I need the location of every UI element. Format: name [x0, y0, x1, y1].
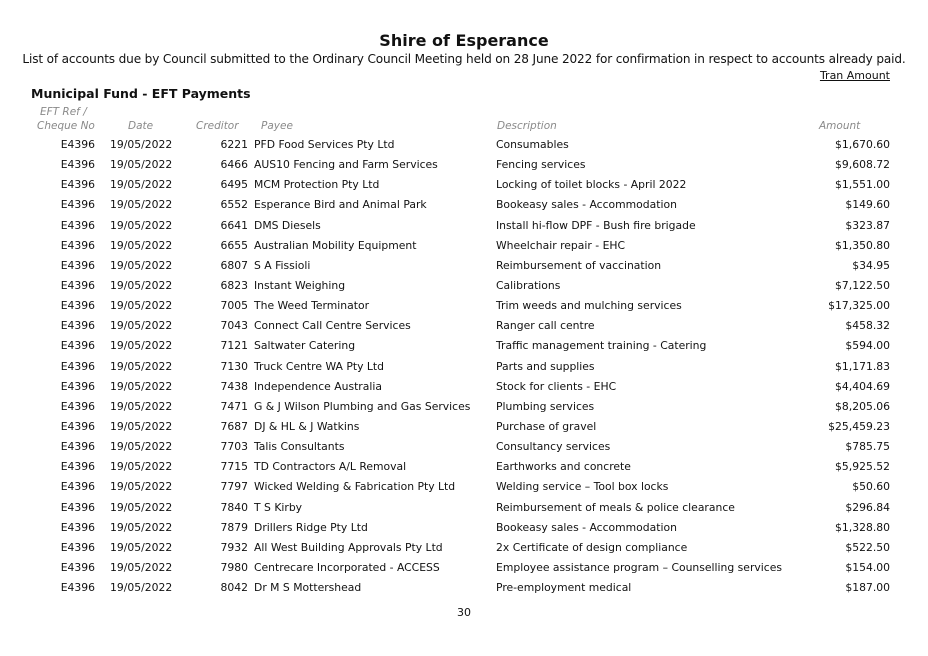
- payee-cell: Instant Weighing: [254, 278, 346, 292]
- eft-ref-cell: E4396: [60, 419, 95, 433]
- description-cell: Bookeasy sales - Accommodation: [496, 520, 677, 534]
- date-cell: 19/05/2022: [110, 440, 173, 454]
- payee-cell: Independence Australia: [254, 379, 382, 393]
- payee-cell: T S Kirby: [254, 500, 303, 514]
- creditor-cell: 6655: [220, 238, 248, 252]
- amount-cell: $785.75: [845, 440, 890, 454]
- payee-cell: S A Fissioli: [254, 258, 311, 272]
- table-row: [0, 196, 928, 216]
- payee-cell: Saltwater Catering: [254, 339, 356, 353]
- payee-cell: The Weed Terminator: [254, 299, 370, 313]
- date-cell: 19/05/2022: [110, 319, 173, 333]
- column-header-description: Description: [497, 120, 557, 132]
- table-row: [0, 579, 928, 599]
- eft-ref-cell: E4396: [60, 158, 95, 172]
- amount-cell: $323.87: [845, 218, 890, 232]
- eft-ref-cell: E4396: [60, 520, 95, 534]
- date-cell: 19/05/2022: [110, 480, 173, 494]
- creditor-cell: 7797: [220, 480, 248, 494]
- description-cell: Wheelchair repair - EHC: [496, 238, 626, 252]
- date-cell: 19/05/2022: [110, 500, 173, 514]
- description-cell: Employee assistance program – Counselling services: [496, 560, 782, 574]
- creditor-cell: 7879: [220, 520, 248, 534]
- table-row: [0, 297, 928, 317]
- date-cell: 19/05/2022: [110, 540, 173, 554]
- column-header-amount: Amount: [819, 120, 861, 132]
- eft-ref-cell: E4396: [60, 480, 95, 494]
- description-cell: Ranger call centre: [496, 319, 595, 333]
- table-row: [0, 277, 928, 297]
- table-row: [0, 217, 928, 237]
- payee-cell: TD Contractors A/L Removal: [254, 460, 407, 474]
- table-row: [0, 398, 928, 418]
- table-row: [0, 478, 928, 498]
- eft-ref-cell: E4396: [60, 258, 95, 272]
- description-cell: Purchase of gravel: [496, 419, 597, 433]
- table-row: [0, 559, 928, 579]
- amount-cell: $1,171.83: [835, 359, 890, 373]
- date-cell: 19/05/2022: [110, 238, 173, 252]
- table-row: [0, 499, 928, 519]
- creditor-cell: 7121: [220, 339, 248, 353]
- column-header-ref-line1: EFT Ref /: [40, 106, 87, 118]
- creditor-cell: 7703: [220, 440, 248, 454]
- creditor-cell: 7715: [220, 460, 248, 474]
- payee-cell: DJ & HL & J Watkins: [254, 419, 360, 433]
- description-cell: Trim weeds and mulching services: [496, 299, 682, 313]
- column-header-ref-line2: Cheque No: [37, 120, 95, 132]
- amount-cell: $149.60: [845, 198, 890, 212]
- creditor-cell: 8042: [220, 581, 248, 595]
- amount-cell: $296.84: [845, 500, 890, 514]
- eft-ref-cell: E4396: [60, 359, 95, 373]
- amount-cell: $1,350.80: [835, 238, 890, 252]
- payee-cell: DMS Diesels: [254, 218, 321, 232]
- payee-cell: Connect Call Centre Services: [254, 319, 411, 333]
- amount-cell: $187.00: [845, 581, 890, 595]
- amount-cell: $8,205.06: [835, 399, 890, 413]
- amount-cell: $34.95: [852, 258, 890, 272]
- eft-ref-cell: E4396: [60, 178, 95, 192]
- date-cell: 19/05/2022: [110, 379, 173, 393]
- amount-cell: $9,608.72: [835, 158, 890, 172]
- eft-ref-cell: E4396: [60, 540, 95, 554]
- date-cell: 19/05/2022: [110, 178, 173, 192]
- amount-cell: $4,404.69: [835, 379, 890, 393]
- column-header-date: Date: [128, 120, 154, 132]
- payee-cell: PFD Food Services Pty Ltd: [254, 138, 395, 151]
- eft-ref-cell: E4396: [60, 319, 95, 333]
- creditor-cell: 7005: [220, 299, 248, 313]
- payee-cell: Esperance Bird and Animal Park: [254, 198, 427, 212]
- description-cell: Stock for clients - EHC: [496, 379, 617, 393]
- creditor-cell: 7840: [220, 500, 248, 514]
- creditor-cell: 7043: [220, 319, 248, 333]
- description-cell: Earthworks and concrete: [496, 460, 631, 474]
- document-subtitle: List of accounts due by Council submitted to the Ordinary Council Meeting held on 28 June 2022 for confirmation in respect to accounts already paid.: [22, 52, 906, 66]
- table-row: [0, 257, 928, 277]
- amount-cell: $154.00: [845, 560, 890, 574]
- date-cell: 19/05/2022: [110, 278, 173, 292]
- eft-ref-cell: E4396: [60, 238, 95, 252]
- amount-cell: $50.60: [852, 480, 890, 494]
- payee-cell: Wicked Welding & Fabrication Pty Ltd: [254, 480, 456, 494]
- creditor-cell: 6221: [220, 138, 248, 151]
- eft-ref-cell: E4396: [60, 339, 95, 353]
- payee-cell: All West Building Approvals Pty Ltd: [254, 540, 443, 554]
- payee-cell: G & J Wilson Plumbing and Gas Services: [254, 399, 471, 413]
- amount-cell: $594.00: [845, 339, 890, 353]
- amount-cell: $5,925.52: [835, 460, 890, 474]
- column-header-payee: Payee: [261, 120, 293, 132]
- creditor-cell: 7471: [220, 399, 248, 413]
- eft-ref-cell: E4396: [60, 399, 95, 413]
- payments-table: [0, 136, 928, 599]
- eft-ref-cell: E4396: [60, 379, 95, 393]
- eft-ref-cell: E4396: [60, 581, 95, 595]
- table-row: [0, 519, 928, 539]
- table-row: [0, 438, 928, 458]
- description-cell: Fencing services: [496, 158, 586, 172]
- amount-cell: $1,328.80: [835, 520, 890, 534]
- date-cell: 19/05/2022: [110, 399, 173, 413]
- table-row: [0, 156, 928, 176]
- amount-cell: $7,122.50: [835, 278, 890, 292]
- date-cell: 19/05/2022: [110, 158, 173, 172]
- description-cell: Bookeasy sales - Accommodation: [496, 198, 677, 212]
- column-header-creditor: Creditor: [196, 120, 239, 132]
- date-cell: 19/05/2022: [110, 339, 173, 353]
- payee-cell: Drillers Ridge Pty Ltd: [254, 520, 368, 534]
- description-cell: Calibrations: [496, 278, 561, 292]
- table-row: [0, 378, 928, 398]
- amount-cell: $25,459.23: [828, 419, 890, 433]
- amount-cell: $458.32: [845, 319, 890, 333]
- date-cell: 19/05/2022: [110, 258, 173, 272]
- description-cell: Locking of toilet blocks - April 2022: [496, 178, 687, 192]
- eft-ref-cell: E4396: [60, 560, 95, 574]
- creditor-cell: 7687: [220, 419, 248, 433]
- date-cell: 19/05/2022: [110, 419, 173, 433]
- payee-cell: Centrecare Incorporated - ACCESS: [254, 560, 440, 574]
- table-row: [0, 358, 928, 378]
- description-cell: 2x Certificate of design compliance: [496, 540, 688, 554]
- tran-amount-label: Tran Amount: [819, 69, 890, 82]
- table-row: [0, 176, 928, 196]
- description-cell: Plumbing services: [496, 399, 595, 413]
- date-cell: 19/05/2022: [110, 138, 173, 151]
- creditor-cell: 7980: [220, 560, 248, 574]
- creditor-cell: 7130: [220, 359, 248, 373]
- table-row: [0, 458, 928, 478]
- creditor-cell: 6495: [220, 178, 248, 192]
- amount-cell: $1,551.00: [835, 178, 890, 192]
- amount-cell: $17,325.00: [828, 299, 890, 313]
- creditor-cell: 6823: [220, 278, 248, 292]
- description-cell: Pre-employment medical: [496, 581, 632, 595]
- payee-cell: Dr M S Mottershead: [254, 581, 362, 595]
- table-row: [0, 136, 928, 156]
- description-cell: Consultancy services: [496, 440, 611, 454]
- creditor-cell: 7932: [220, 540, 248, 554]
- payee-cell: Truck Centre WA Pty Ltd: [254, 359, 385, 373]
- eft-ref-cell: E4396: [60, 460, 95, 474]
- eft-ref-cell: E4396: [60, 440, 95, 454]
- description-cell: Parts and supplies: [496, 359, 595, 373]
- table-row: [0, 418, 928, 438]
- eft-ref-cell: E4396: [60, 198, 95, 212]
- creditor-cell: 6807: [220, 258, 248, 272]
- date-cell: 19/05/2022: [110, 299, 173, 313]
- date-cell: 19/05/2022: [110, 581, 173, 595]
- table-row: [0, 317, 928, 337]
- payee-cell: AUS10 Fencing and Farm Services: [254, 158, 438, 172]
- eft-ref-cell: E4396: [60, 299, 95, 313]
- page-number: 30: [457, 606, 471, 619]
- date-cell: 19/05/2022: [110, 520, 173, 534]
- eft-ref-cell: E4396: [60, 278, 95, 292]
- table-row: [0, 539, 928, 559]
- date-cell: 19/05/2022: [110, 218, 173, 232]
- payee-cell: Australian Mobility Equipment: [254, 238, 417, 252]
- creditor-cell: 6552: [220, 198, 248, 212]
- amount-cell: $1,670.60: [835, 138, 890, 151]
- creditor-cell: 7438: [220, 379, 248, 393]
- date-cell: 19/05/2022: [110, 560, 173, 574]
- table-row: [0, 337, 928, 357]
- eft-ref-cell: E4396: [60, 138, 95, 151]
- description-cell: Reimbursement of meals & police clearance: [496, 500, 735, 514]
- table-row: [0, 237, 928, 257]
- date-cell: 19/05/2022: [110, 198, 173, 212]
- description-cell: Consumables: [496, 138, 569, 151]
- description-cell: Install hi-flow DPF - Bush fire brigade: [496, 218, 696, 232]
- creditor-cell: 6641: [220, 218, 248, 232]
- description-cell: Welding service – Tool box locks: [496, 480, 669, 494]
- document-title: Shire of Esperance: [379, 31, 549, 50]
- description-cell: Reimbursement of vaccination: [496, 258, 662, 272]
- section-title: Municipal Fund - EFT Payments: [31, 86, 251, 101]
- amount-cell: $522.50: [845, 540, 890, 554]
- payee-cell: Talis Consultants: [254, 440, 345, 454]
- eft-ref-cell: E4396: [60, 500, 95, 514]
- payee-cell: MCM Protection Pty Ltd: [254, 178, 380, 192]
- description-cell: Traffic management training - Catering: [496, 339, 707, 353]
- eft-ref-cell: E4396: [60, 218, 95, 232]
- date-cell: 19/05/2022: [110, 359, 173, 373]
- creditor-cell: 6466: [220, 158, 248, 172]
- date-cell: 19/05/2022: [110, 460, 173, 474]
